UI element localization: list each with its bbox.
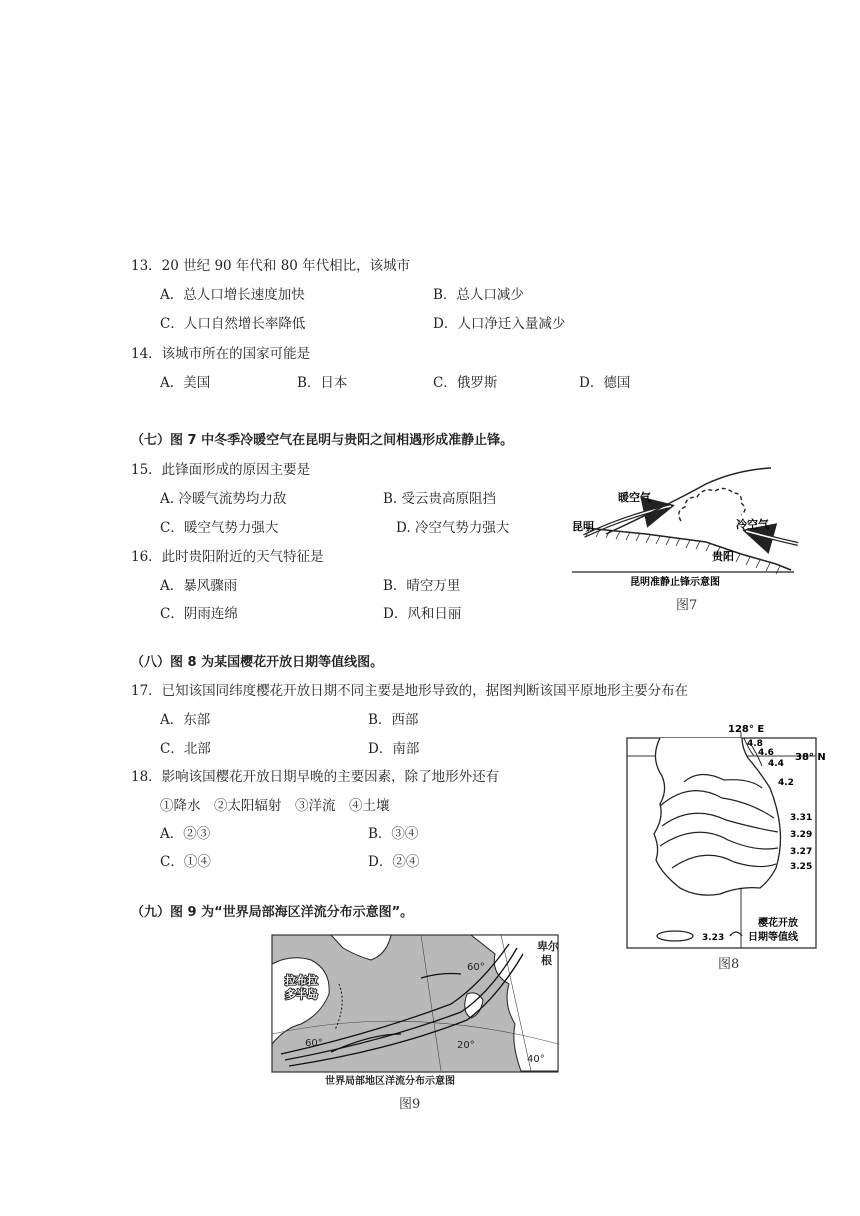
- kunming-label: 昆明: [572, 520, 594, 533]
- section-7-header: （七）图 7 中冬季冷暖空气在昆明与贵阳之间相遇形成准静止锋。: [131, 433, 514, 448]
- longitude-20-label: 20°: [457, 1040, 475, 1051]
- q16-option-d: D．风和日丽: [383, 606, 462, 622]
- figure-9-title: 世界局部地区洋流分布示意图: [325, 1076, 455, 1087]
- q18-option-b: B．③④: [368, 826, 419, 842]
- guiyang-label: 贵阳: [712, 550, 734, 563]
- q14-option-c: C．俄罗斯: [433, 375, 498, 391]
- isoline-label-3-29: 3.29: [790, 830, 813, 840]
- q13-option-d: D．人口净迁入量减少: [433, 316, 566, 332]
- isoline-label-4-4: 4.4: [768, 759, 784, 769]
- section-9-header: （九）图 9 为“世界局部海区洋流分布示意图”。: [131, 905, 414, 920]
- isoline-label-3-23: 3.23: [702, 933, 725, 943]
- q15-option-c: C．暖空气势力强大: [160, 520, 279, 536]
- q13-option-a: A．总人口增长速度加快: [160, 287, 305, 303]
- legend-label-2: 日期等值线: [748, 932, 798, 943]
- bergen-label-2: 根: [541, 954, 552, 967]
- isoline-label-3-25: 3.25: [790, 862, 813, 872]
- q15-option-d: D. 冷空气势力强大: [396, 520, 510, 536]
- latitude-60-label-left: 60°: [305, 1038, 323, 1049]
- q14-option-b: B．日本: [297, 375, 348, 391]
- warm-air-label: 暖空气: [618, 491, 651, 504]
- figure-9: [271, 934, 561, 1094]
- figure-7-caption: 图7: [676, 598, 698, 613]
- q15-stem: 15．此锋面形成的原因主要是: [131, 462, 311, 478]
- q14-option-a: A．美国: [160, 375, 211, 391]
- latitude-label: 38° N: [795, 752, 826, 763]
- figure-9-caption: 图9: [399, 1097, 421, 1112]
- figure-7: [566, 466, 802, 591]
- q16-option-b: B．晴空万里: [383, 578, 461, 594]
- longitude-label: 128° E: [728, 724, 765, 735]
- q18-option-d: D．②④: [368, 854, 420, 870]
- q17-option-d: D．南部: [368, 741, 420, 757]
- cold-air-label: 冷空气: [736, 518, 769, 531]
- figure-8-caption: 图8: [718, 957, 740, 972]
- isoline-label-4-8: 4.8: [747, 739, 763, 749]
- q15-option-b: B. 受云贵高原阻挡: [383, 491, 497, 507]
- q18-option-a: A．②③: [160, 826, 211, 842]
- q15-option-a: A. 冷暖气流势均力敌: [160, 491, 287, 507]
- isoline-label-3-31: 3.31: [790, 813, 813, 823]
- q17-stem: 17．已知该国同纬度樱花开放日期不同主要是地形导致的，据图判断该国平原地形主要分布在: [131, 683, 689, 699]
- q17-option-b: B．西部: [368, 712, 419, 728]
- labrador-label-1: 拉布拉: [285, 974, 318, 987]
- labrador-label-2: 多半岛: [285, 988, 318, 1001]
- isoline-label-4-6: 4.6: [758, 748, 774, 758]
- bergen-label-1: 卑尔: [537, 940, 559, 953]
- q13-option-b: B．总人口减少: [433, 287, 524, 303]
- island-shape: [657, 931, 693, 941]
- latitude-60-label-right: 60°: [467, 962, 485, 973]
- terrain-hatching: [586, 528, 780, 574]
- longitude-40-label: 40°: [527, 1054, 545, 1065]
- q16-option-c: C．阴雨连绵: [160, 606, 238, 622]
- isoline-label-4-2: 4.2: [778, 778, 794, 788]
- q13-option-c: C．人口自然增长率降低: [160, 316, 306, 332]
- isoline-label-3-27: 3.27: [790, 847, 813, 857]
- q18-stem: 18．影响该国樱花开放日期早晚的主要因素，除了地形外还有: [131, 769, 500, 785]
- q18-option-c: C．①④: [160, 854, 211, 870]
- figure-8: [620, 718, 832, 950]
- q17-option-a: A．东部: [160, 712, 211, 728]
- q14-option-d: D．德国: [579, 375, 631, 391]
- q14-stem: 14．该城市所在的国家可能是: [131, 346, 311, 362]
- legend-label-1: 樱花开放: [758, 918, 798, 929]
- figure-7-title: 昆明准静止锋示意图: [630, 577, 720, 588]
- q16-option-a: A．暴风骤雨: [160, 578, 238, 594]
- q18-options-list: ①降水 ②太阳辐射 ③洋流 ④土壤: [160, 798, 390, 814]
- section-8-header: （八）图 8 为某国樱花开放日期等值线图。: [131, 655, 384, 670]
- q13-stem: 13．20 世纪 90 年代和 80 年代相比，该城市: [131, 258, 411, 274]
- q17-option-c: C．北部: [160, 741, 211, 757]
- cold-air-arrow-inner: [746, 531, 798, 544]
- q16-stem: 16．此时贵阳附近的天气特征是: [131, 549, 324, 565]
